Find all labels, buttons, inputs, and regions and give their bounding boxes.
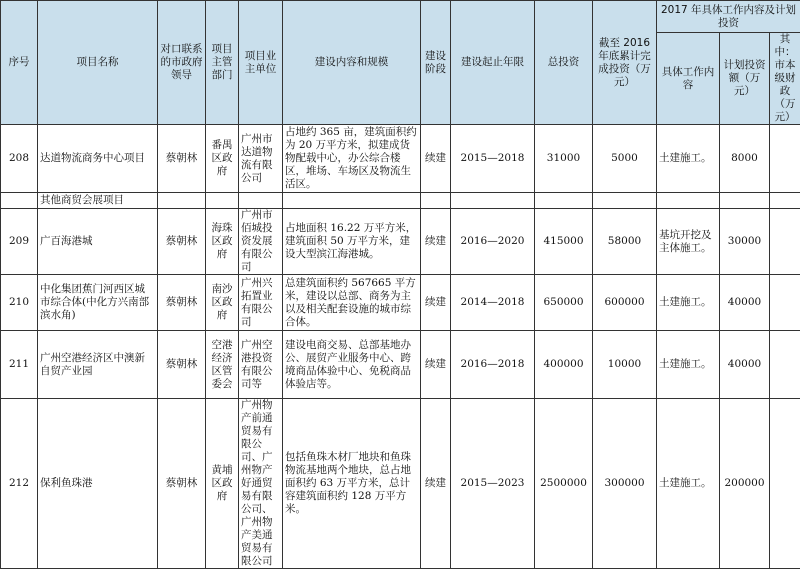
cell-dept: 海珠区政府 xyxy=(206,209,239,275)
cell-dept: 南沙区政府 xyxy=(206,275,239,331)
cell-cumulative: 300000 xyxy=(593,399,657,569)
cell-plan: 200000 xyxy=(720,399,770,569)
cell-plan: 40000 xyxy=(720,275,770,331)
cell-content: 总建筑面积约 567665 平方米，建设以总部、商务为主以及相关配套设施的城市综合体。 xyxy=(283,275,421,331)
cell-dept: 番禺区政府 xyxy=(206,125,239,193)
cell-plan: 30000 xyxy=(720,209,770,275)
header-work: 具体工作内容 xyxy=(657,33,720,125)
cell-name: 达道物流商务中心项目 xyxy=(38,125,158,193)
header-dept: 项目主管部门 xyxy=(206,1,239,125)
cell-name: 广州空港经济区中澳新自贸产业园 xyxy=(38,331,158,399)
cell-name: 中化集团蕉门河西区城市综合体(中化方兴南部滨水角) xyxy=(38,275,158,331)
cell-leader: 蔡朝林 xyxy=(158,399,206,569)
cell-seq: 211 xyxy=(1,331,38,399)
cell-city xyxy=(770,399,800,569)
header-period: 建设起止年限 xyxy=(451,1,535,125)
cell-period: 2016—2020 xyxy=(451,209,535,275)
header-stage: 建设阶段 xyxy=(421,1,451,125)
cell-seq: 209 xyxy=(1,209,38,275)
table-row xyxy=(1,275,800,331)
cell-leader: 蔡朝林 xyxy=(158,275,206,331)
cell-plan: 40000 xyxy=(720,331,770,399)
table-row xyxy=(1,331,800,399)
cell-period: 2015—2023 xyxy=(451,399,535,569)
cell-cumulative: 600000 xyxy=(593,275,657,331)
cell-content: 占地面积 16.22 万平方米，建筑面积 50 万平方米，建设大型滨江海港城。 xyxy=(283,209,421,275)
cell-seq: 210 xyxy=(1,275,38,331)
cell-cumulative: 5000 xyxy=(593,125,657,193)
cell-stage: 续建 xyxy=(421,399,451,569)
cell-city xyxy=(770,125,800,193)
cell-cumulative: 10000 xyxy=(593,331,657,399)
cell-work: 土建施工。 xyxy=(657,275,720,331)
header-city: 其中：市本级财政（万元） xyxy=(770,33,800,125)
cell-owner: 广州兴拓置业有限公司 xyxy=(239,275,283,331)
cell-owner: 广州市达道物流有限公司 xyxy=(239,125,283,193)
cell-cumulative: 58000 xyxy=(593,209,657,275)
category-row xyxy=(1,193,800,209)
cell-work: 土建施工。 xyxy=(657,399,720,569)
header-leader: 对口联系的市政府领导 xyxy=(158,1,206,125)
cell-stage: 续建 xyxy=(421,209,451,275)
header-content: 建设内容和规模 xyxy=(283,1,421,125)
cell-name: 保利鱼珠港 xyxy=(38,399,158,569)
cell-work: 土建施工。 xyxy=(657,125,720,193)
cell-dept: 黄埔区政府 xyxy=(206,399,239,569)
header-plan-2017: 2017 年具体工作内容及计划投资 xyxy=(657,1,800,33)
cell-total: 650000 xyxy=(535,275,593,331)
cell-content: 包括鱼珠木材厂地块和鱼珠物流基地两个地块，总占地面积约 63 万平方米，总计容建筑面积约 128 万平方米。 xyxy=(283,399,421,569)
cell-owner: 广州空港投资有限公司等 xyxy=(239,331,283,399)
table-row xyxy=(1,209,800,275)
header-plan: 计划投资额（万元） xyxy=(720,33,770,125)
cell-stage: 续建 xyxy=(421,125,451,193)
cell-stage: 续建 xyxy=(421,275,451,331)
cell-city xyxy=(770,331,800,399)
header-name: 项目名称 xyxy=(38,1,158,125)
cell-owner: 广州市佰城投资发展有限公司 xyxy=(239,209,283,275)
cell-leader: 蔡朝林 xyxy=(158,209,206,275)
cell-seq: 208 xyxy=(1,125,38,193)
table-row xyxy=(1,399,800,569)
cell-content: 占地约 365 亩，建筑面积约为 20 万平方米，拟建成货物配载中心，办公综合楼区，堆场、车场区及物流生活区。 xyxy=(283,125,421,193)
cell-total: 400000 xyxy=(535,331,593,399)
cell-total: 2500000 xyxy=(535,399,593,569)
cell-dept: 空港经济区管委会 xyxy=(206,331,239,399)
header-owner: 项目业主单位 xyxy=(239,1,283,125)
cell-period: 2014—2018 xyxy=(451,275,535,331)
table-row xyxy=(1,125,800,193)
header-cumulative: 截至 2016 年底累计完成投资（万元） xyxy=(593,1,657,125)
cell-content: 建设电商交易、总部基地办公、展贸产业服务中心、跨境商品体验中心、免税商品体验店等。 xyxy=(283,331,421,399)
cell-plan: 8000 xyxy=(720,125,770,193)
cell-period: 2015—2018 xyxy=(451,125,535,193)
cell-leader: 蔡朝林 xyxy=(158,331,206,399)
header-seq: 序号 xyxy=(1,1,38,125)
cell-seq xyxy=(1,193,38,209)
cell-city xyxy=(770,209,800,275)
cell-work: 基坑开挖及主体施工。 xyxy=(657,209,720,275)
cell-seq: 212 xyxy=(1,399,38,569)
cell-work: 土建施工。 xyxy=(657,331,720,399)
category-label: 其他商贸会展项目 xyxy=(38,193,158,209)
cell-stage: 续建 xyxy=(421,331,451,399)
header-total: 总投资 xyxy=(535,1,593,125)
cell-total: 31000 xyxy=(535,125,593,193)
cell-leader: 蔡朝林 xyxy=(158,125,206,193)
cell-period: 2016—2018 xyxy=(451,331,535,399)
cell-city xyxy=(770,275,800,331)
cell-name: 广百海港城 xyxy=(38,209,158,275)
cell-owner: 广州物产前通贸易有限公司、广州物产好通贸易有限公司、广州物产美通贸易有限公司 xyxy=(239,399,283,569)
cell-total: 415000 xyxy=(535,209,593,275)
